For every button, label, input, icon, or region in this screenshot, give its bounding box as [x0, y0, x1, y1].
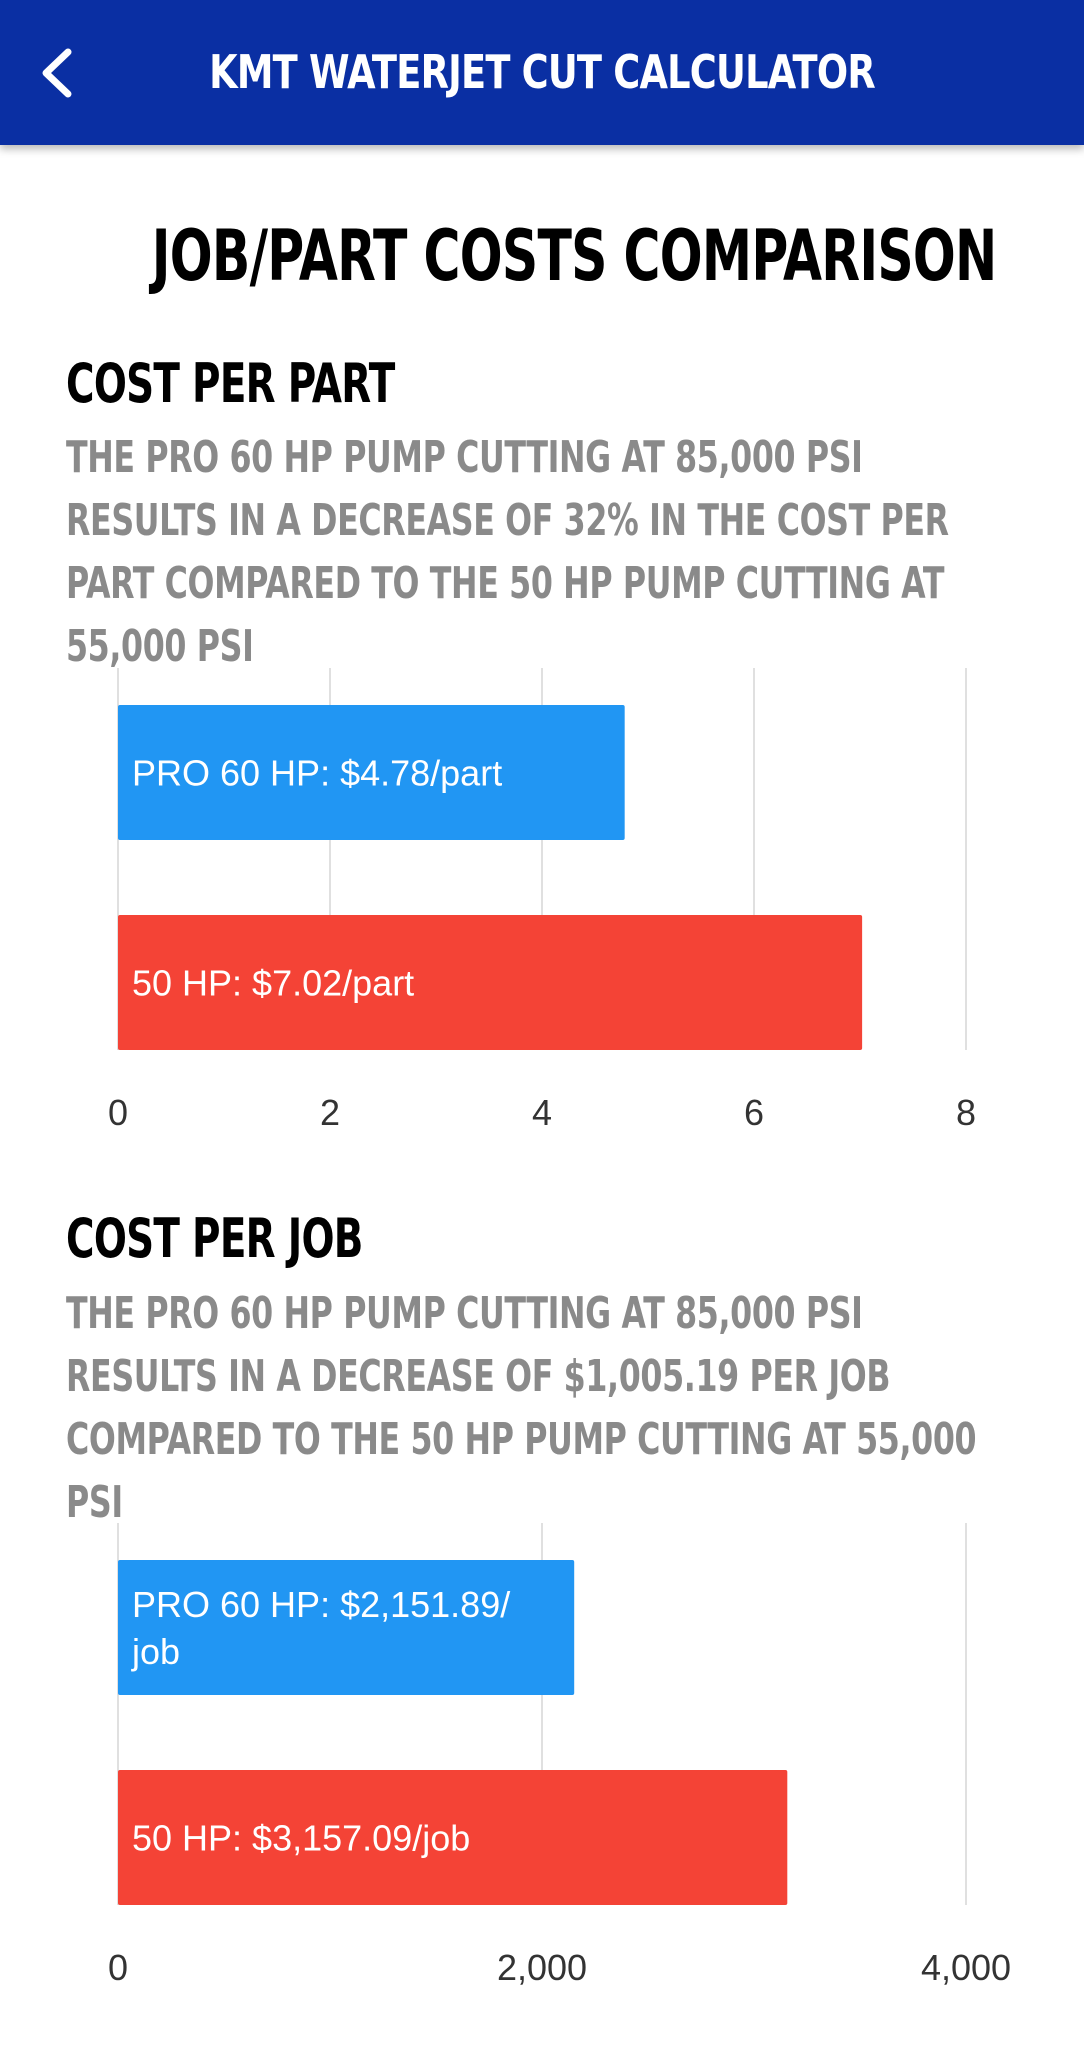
app-title: KMT WATERJET CUT CALCULATOR: [209, 45, 875, 99]
part-chart-tick-label: 8: [955, 1092, 977, 1133]
cost-per-job-heading: COST PER JOB: [66, 1207, 363, 1270]
part-chart-tick-label: 2: [319, 1092, 341, 1133]
part-chart-bar-label: 50 HP: $7.02/part: [132, 962, 415, 1004]
cost-per-job-chart: [0, 1515, 1084, 2015]
job-chart-bar-label: 50 HP: $3,157.09/job: [132, 1817, 471, 1859]
job-chart-tick-label: 4,000: [920, 1947, 1012, 1988]
part-chart-tick-label: 4: [531, 1092, 553, 1133]
cost-per-part-description: THE PRO 60 HP PUMP CUTTING AT 85,000 PSI RESULTS IN A DECREASE OF 32% IN THE COST PER PART COMPARED TO THE 50 HP PUMP CUTTING AT 55,000 PSI: [66, 432, 949, 672]
page-title: JOB/PART COSTS COMPARISON: [151, 215, 997, 297]
job-chart-bar-label: job: [132, 1631, 181, 1672]
cost-per-part-chart: [0, 660, 1084, 1150]
job-chart-bar-pro-60-hp: [118, 1560, 574, 1695]
part-chart-tick-label: 6: [743, 1092, 765, 1133]
part-chart-tick-label: 0: [107, 1092, 129, 1133]
back-button[interactable]: [30, 38, 90, 108]
cost-per-job-chart-svg: [0, 1515, 1084, 2015]
job-chart-tick-label: 0: [107, 1947, 129, 1988]
chevron-left-icon: [30, 38, 90, 108]
cost-per-job-description: THE PRO 60 HP PUMP CUTTING AT 85,000 PSI RESULTS IN A DECREASE OF $1,005.19 PER JOB COMPARED TO THE 50 HP PUMP CUTTING AT 55,000 PSI: [66, 1288, 977, 1528]
job-chart-tick-label: 2,000: [496, 1947, 588, 1988]
job-chart-bar-label: PRO 60 HP: $2,151.89/: [132, 1584, 511, 1625]
cost-per-part-heading: COST PER PART: [66, 352, 395, 415]
app-bar: [0, 0, 1084, 145]
cost-per-part-chart-svg: [0, 660, 1084, 1150]
part-chart-bar-label: PRO 60 HP: $4.78/part: [132, 752, 503, 794]
